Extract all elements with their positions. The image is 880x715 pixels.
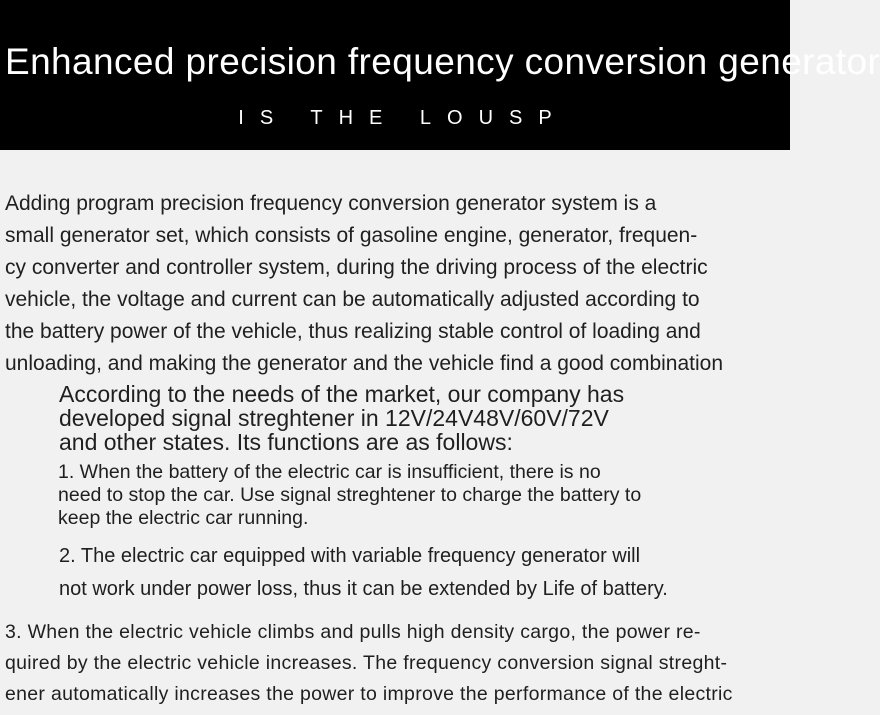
- intro-line: unloading, and making the generator and the vehicle find a good combination: [5, 352, 724, 375]
- features-heading-line: developed signal streghtener in 12V/24V48V/60V/72V: [59, 405, 609, 431]
- feature-line: 2. The electric car equipped with variable frequency generator will: [59, 545, 641, 567]
- feature-line: quired by the electric vehicle increases. The frequency conversion signal streght-: [5, 652, 728, 674]
- banner-title: Enhanced precision frequency conversion generator: [5, 41, 880, 82]
- intro-line: vehicle, the voltage and current can be automatically adjusted according to: [5, 288, 700, 311]
- intro-line: small generator set, which consists of gasoline engine, generator, frequen-: [5, 224, 698, 247]
- intro-line: cy converter and controller system, during the driving process of the electric: [5, 256, 708, 279]
- features-heading-line: and other states. Its functions are as follows:: [59, 429, 513, 455]
- features-heading-line: According to the needs of the market, our company has: [59, 381, 625, 407]
- feature-line: not work under power loss, thus it can be extended by Life of battery.: [59, 578, 668, 600]
- intro-line: the battery power of the vehicle, thus realizing stable control of loading and: [5, 320, 701, 343]
- intro-paragraph: [5, 188, 795, 380]
- banner-subtitle: IS THE LOUSP: [238, 107, 568, 129]
- feature-line: 3. When the electric vehicle climbs and pulls high density cargo, the power re-: [5, 621, 701, 643]
- feature-line: keep the electric car running.: [58, 507, 309, 529]
- header-banner: [0, 0, 880, 150]
- feature-item-2: [59, 540, 668, 606]
- intro-line: Adding program precision frequency conversion generator system is a: [5, 192, 657, 215]
- feature-line: 1. When the battery of the electric car is insufficient, there is no: [58, 461, 601, 483]
- feature-line: need to stop the car. Use signal streghtener to charge the battery to: [58, 484, 642, 506]
- feature-line: ener automatically increases the power to improve the performance of the electric: [5, 683, 733, 705]
- feature-item-3: [5, 617, 795, 710]
- feature-item-1: [58, 461, 641, 530]
- features-heading: [59, 382, 624, 454]
